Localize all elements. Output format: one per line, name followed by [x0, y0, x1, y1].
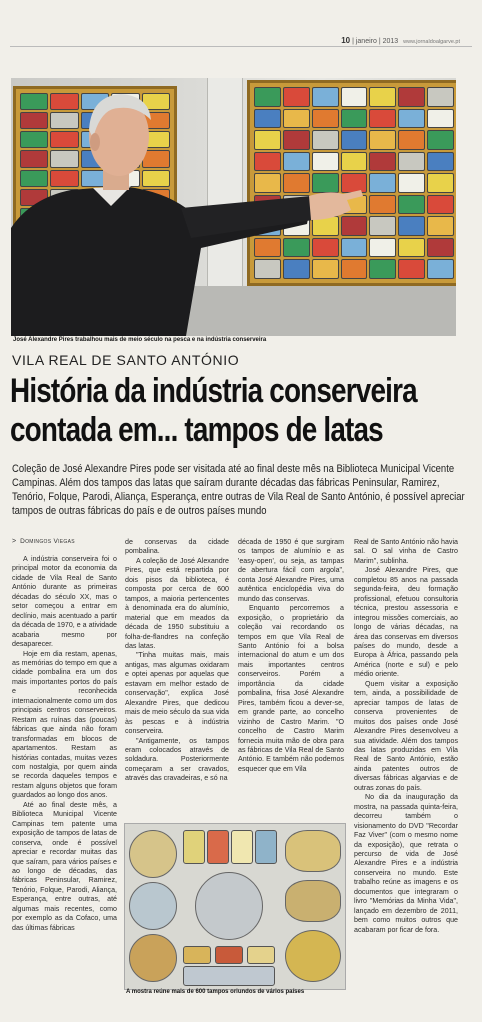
main-photo	[11, 78, 456, 336]
article-column-4	[354, 538, 458, 935]
tin-image	[247, 946, 275, 964]
tin-image	[183, 830, 205, 864]
tin-image	[183, 946, 211, 964]
can-lid-image	[129, 830, 177, 878]
tin-image	[215, 946, 243, 964]
tin-image	[231, 830, 253, 864]
byline-arrow: >	[12, 538, 17, 545]
paragraph: Real de Santo António não havia sal. O sal vinha de Castro Marim", sublinha.	[354, 538, 458, 565]
main-photo-caption: José Alexandre Pires trabalhou mais de meio século na pesca e na indústria conserveira	[13, 337, 267, 343]
can-lid-image	[285, 830, 341, 872]
page-number: 10	[341, 36, 351, 45]
can-lids-photo-caption: A mostra reúne mais de 600 tampos oriundos de vários países	[126, 989, 305, 995]
byline-author: Domingos Viegas	[20, 538, 75, 545]
article-kicker: VILA REAL DE SANTO ANTÓNIO	[12, 352, 240, 368]
headline-line-2: contada em... tampos de latas	[10, 411, 383, 449]
paragraph: Até ao final deste mês, a Biblioteca Municipal Vicente Campinas tem patente uma exposição de tampos de latas de conserva, onde é possível apreciar e recordar muitas das que saíram, para vários países e ao longo de décadas, das fábricas Peninsular, Ramirez, Tenório, Folque, Parodi, Aliança, Esperança, entre outras, até algumas mais recentes, como por exemplo as da Cofaco, uma das últimas fábricas	[12, 800, 117, 932]
tin-image	[207, 830, 229, 864]
paragraph: A coleção de José Alexandre Pires, que está repartida por dois pisos da biblioteca, é composta por cerca de 600 tampos, a maioria pertencentes à denominada era do alumínio, material que em meados da década de 1950 substituiu a folha-de-flandres na confeção das latas.	[125, 556, 229, 650]
article-lead	[12, 462, 465, 518]
paragraph: Quem visitar a exposição tem, ainda, a possibilidade de apreciar tampos de latas de conserva provenientes de muitos dos países onde José Alexandre Pires desenvolveu a sua atividade. Além dos tampos das latas produzidas em Vila Real de Santo António, estão ainda patentes outros de diversas fábricas algarvias e de outras zonas do país.	[354, 679, 458, 792]
paragraph: Enquanto percorremos a exposição, o proprietário da coleção vai recordando os tempos em que Vila Real de Santo António foi a bolsa internacional do atum e um dos mais importantes centros conserveiros. Porém a importância da cidade pombalina, frisa José Alexandre Pires, também ficou a dever-se, em grande parte, ao concelho vizinho de Castro Marim. "O concelho de Castro Marim fornecia muita mão de obra para as fábricas de Vila Real de Santo António. E também não podemos esquecer que em Vila	[238, 604, 344, 773]
can-lid-image	[129, 934, 177, 982]
can-lid-image	[129, 882, 177, 930]
header-url: www.jornaldoalgarve.pt	[403, 39, 460, 45]
can-lids-photo	[124, 823, 346, 990]
headline-line-1: História da indústria conserveira	[10, 372, 417, 410]
article-headline	[10, 372, 417, 450]
header-date: janeiro	[355, 38, 377, 45]
byline	[12, 538, 75, 545]
article-column-3	[238, 538, 344, 774]
paragraph: A indústria conserveira foi o principal motor da economia da cidade de Vila Real de Santo António durante as primeiras décadas do século XX, mas o setor começou a entrar em declínio, mais acentuado a partir da década de 1970, e a atividade acabaria mesmo por desaparecer.	[12, 555, 117, 649]
paragraph: década de 1950 é que surgiram os tampos de alumínio e as 'easy-open', ou seja, as tampas de abertura fácil com argola", conta José Alexandre Pires, uma autêntica enciclopédia viva do mundo das conservas.	[238, 538, 344, 603]
paragraph: No dia da inauguração da mostra, na passada quinta-feira, decorreu também o visionamento do DVD "Recordar Faz Viver" (com o mesmo nome da exposição), que retrata o percurso de vida de José Alexandre Pires e a indústria conserveira no mundo. Este trabalho reúne as imagens e os documentos que integraram o livro "Memórias da Minha Vida", lançado em dezembro de 2011, bem como muitos outros que acabaram por ficar de fora.	[354, 793, 458, 934]
article-column-2	[125, 538, 229, 784]
can-lid-image	[195, 872, 263, 940]
can-lid-image	[285, 880, 341, 922]
paragraph: Hoje em dia restam, apenas, as memórias do tempo em que a cidade pombalina era um dos mais importantes portos do país e reconhecida internacionalmente como um dos principais centros conserveiros. Restam as ruínas das (poucas) fábricas que ainda não foram transformadas em blocos de apartamentos. Restam as histórias contadas, muitas vezes com nostalgia, por quem ainda se recorda daqueles tempos e restam alguns objetos que foram guardados ao longo dos anos.	[12, 649, 117, 800]
page-header: 10 | janeiro | 2013 www.jornaldoalgarve.pt	[341, 36, 460, 45]
can-lid-image	[285, 930, 341, 982]
article-column-1	[12, 555, 117, 933]
paragraph: de conservas da cidade pombalina.	[125, 538, 229, 556]
lead-text: Coleção de José Alexandre Pires pode ser visitada até ao final deste mês na Biblioteca Municipal Vicente Campinas. Além dos tampos das latas que saíram durante décadas das fábricas Peninsular, Ramirez, Tenório, Folque, Parodi, Aliança, Esperança, entre outras de Vila Real de Santo António, é possível apreciar tampos de outras fábricas do país e de outros países mundo	[12, 463, 465, 517]
header-rule	[10, 46, 472, 47]
paragraph: José Alexandre Pires, que completou 85 anos na passada segunda-feira, deu formação profissional, efetuou consultoria técnica, prestou assessoria e integrou missões comerciais, ao longo de várias décadas, na área das conservas em diversos países do mundo, desde a Europa à África, passando pela América (norte e sul) e pelo médio oriente.	[354, 566, 458, 679]
tin-image	[255, 830, 277, 864]
tin-image	[183, 966, 275, 986]
header-year: 2013	[382, 38, 399, 45]
man-figure	[11, 78, 456, 336]
paragraph: "Tinha muitas mais, mais antigas, mas algumas oxidaram e optei apenas por aquelas que estavam em melhor estado de conservação", explica José Alexandre Pires, que dedicou mais de meio século da sua vida às pescas e à indústria conserveira.	[125, 651, 229, 736]
paragraph: "Antigamente, os tampos eram colocados através de soldadura. Posteriormente começaram a ser cravados, através das cravadeiras, e só na	[125, 736, 229, 783]
